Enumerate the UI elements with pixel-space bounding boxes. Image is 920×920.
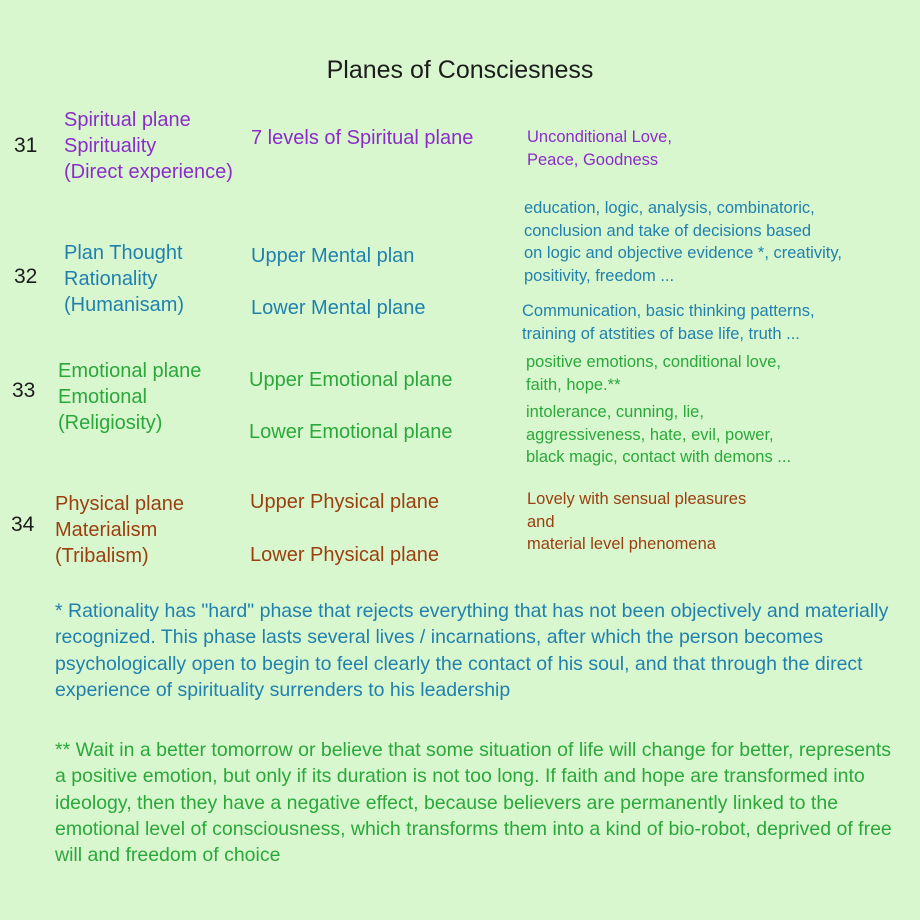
level-upper-physical: Upper Physical plane: [250, 491, 439, 513]
level-upper-mental: Upper Mental plan: [251, 245, 415, 267]
description-upper-mental: education, logic, analysis, combinatoric, conclusion and take of decisions based on logic and objective evidence *, creativity, positivity, freedom ...: [524, 199, 842, 285]
description-upper-emotional: positive emotions, conditional love, faith, hope.**: [526, 353, 781, 394]
level-lower-physical: Lower Physical plane: [250, 544, 439, 566]
level-spiritual: 7 levels of Spiritual plane: [251, 127, 474, 149]
description-lower-mental: Communication, basic thinking patterns, training of atstities of base life, truth ...: [522, 302, 815, 343]
level-lower-mental: Lower Mental plane: [251, 297, 426, 319]
plane-label-spiritual: Spiritual plane Spirituality (Direct experience): [64, 109, 233, 183]
plane-label-emotional: Emotional plane Emotional (Religiosity): [58, 360, 202, 434]
footnote-emotion: ** Wait in a better tomorrow or believe that some situation of life will change for better, represents a positive emotion, but only if its duration is not too long. If faith and hope are transformed into ideology, then they have a negative effect, because believers are permanently linked to the emotional level of consciousness, which transforms them into a kind of bio-robot, deprived of free will and freedom of choice: [55, 739, 892, 867]
description-physical: Lovely with sensual pleasures and material level phenomena: [527, 490, 747, 553]
description-spiritual: Unconditional Love, Peace, Goodness: [527, 128, 672, 169]
plane-number-34: 34: [11, 513, 35, 536]
plane-label-mental: Plan Thought Rationality (Humanisam): [64, 242, 185, 316]
level-upper-emotional: Upper Emotional plane: [249, 369, 453, 391]
plane-label-physical: Physical plane Materialism (Tribalism): [55, 493, 184, 567]
footnote-rationality: * Rationality has "hard" phase that rejects everything that has not been objectively and materially recognized. This phase lasts several lives / incarnations, after which the person becomes psychologically open to begin to feel clearly the contact of his soul, and that through the direct experience of spirituality surrenders to his leadership: [55, 600, 889, 701]
page-title: Planes of Consciesness: [326, 56, 594, 84]
plane-number-33: 33: [12, 379, 36, 402]
description-lower-emotional: intolerance, cunning, lie, aggressiveness, hate, evil, power, black magic, contact with demons ...: [526, 403, 792, 466]
plane-number-31: 31: [14, 134, 38, 157]
plane-number-32: 32: [14, 265, 38, 288]
level-lower-emotional: Lower Emotional plane: [249, 421, 453, 443]
